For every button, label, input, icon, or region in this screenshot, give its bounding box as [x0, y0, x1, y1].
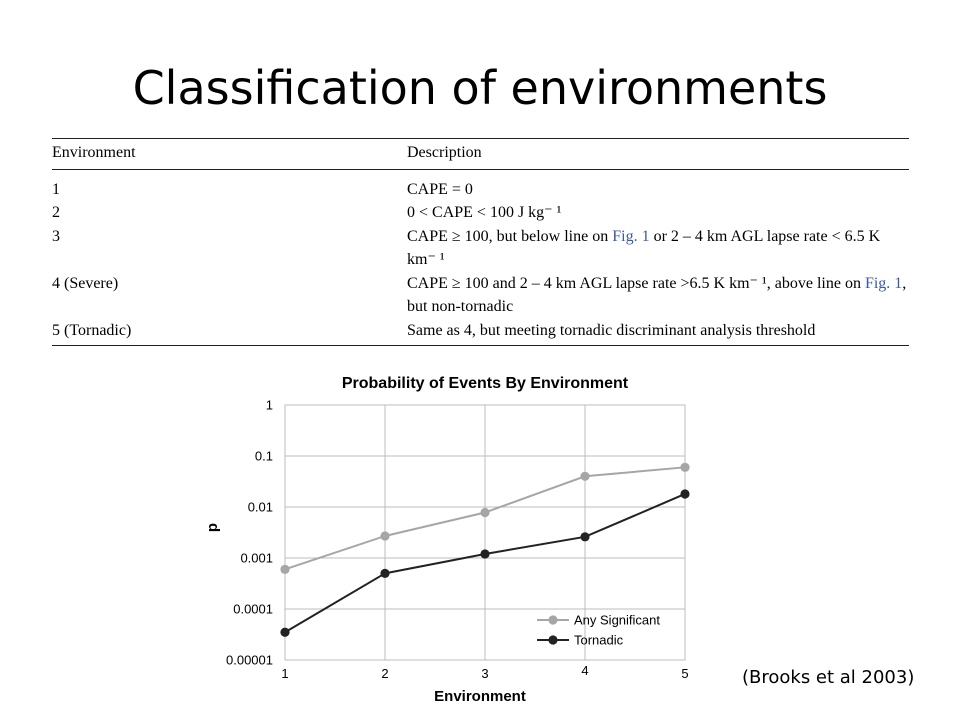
- table-header-row: [52, 139, 909, 170]
- data-point: [280, 565, 289, 574]
- y-tick-label: 0.00001: [226, 652, 273, 668]
- data-point: [480, 508, 489, 517]
- description-text: , but non-tornadic: [407, 274, 907, 315]
- y-tick-label: 0.0001: [233, 601, 273, 617]
- slide-title: Classification of environments: [132, 61, 828, 115]
- data-point: [380, 569, 389, 578]
- legend-marker: [548, 635, 557, 644]
- header-description: Description: [407, 139, 909, 170]
- figure-link[interactable]: Fig. 1: [612, 227, 650, 245]
- description-text: Same as 4, but meeting tornadic discriminant analysis threshold: [407, 321, 816, 339]
- legend-marker: [548, 615, 557, 624]
- data-point: [480, 549, 489, 558]
- chart-title: Probability of Events By Environment: [341, 375, 629, 392]
- legend-label: Tornadic: [574, 632, 624, 648]
- y-tick-label: 0.01: [247, 499, 273, 515]
- description-text: 0 < CAPE < 100 J kg⁻ ¹: [407, 204, 562, 221]
- x-tick-label: 5: [681, 666, 689, 681]
- table-row: [52, 272, 909, 319]
- environment-cell: 2: [52, 204, 60, 221]
- data-point: [680, 463, 689, 472]
- data-point: [580, 472, 589, 481]
- environment-cell: 1: [52, 180, 60, 198]
- description-text: CAPE = 0: [407, 180, 473, 198]
- y-tick-label: 0.1: [254, 448, 273, 464]
- x-tick-label: 1: [281, 666, 289, 681]
- description-cell: [407, 319, 909, 346]
- description-text: or 2 – 4 km AGL lapse rate < 6.5 K km⁻ ¹: [407, 227, 881, 268]
- description-text: CAPE ≥ 100, but below line on: [407, 227, 613, 245]
- table-row: [52, 225, 909, 272]
- figure-link[interactable]: Fig. 1: [864, 274, 903, 292]
- description-cell: [407, 201, 909, 225]
- description-cell: [407, 225, 909, 272]
- x-tick-label: 3: [481, 666, 489, 681]
- legend-label: Any Significant: [574, 612, 660, 628]
- description-cell: [407, 169, 909, 201]
- x-tick-label: 4: [581, 663, 589, 678]
- citation: (Brooks et al 2003): [742, 667, 915, 688]
- x-tick-label: 2: [381, 666, 389, 681]
- data-point: [380, 531, 389, 540]
- table-body: [52, 169, 909, 346]
- table-row: [52, 201, 909, 225]
- description-text: CAPE ≥ 100 and 2 – 4 km AGL lapse rate >6.5 K km⁻ ¹, above line on: [407, 274, 865, 292]
- description-cell: [407, 272, 909, 319]
- y-tick-label: 0.001: [240, 550, 273, 566]
- x-axis-label: Environment: [434, 688, 526, 705]
- header-environment: Environment: [52, 139, 407, 170]
- table-row: [52, 169, 909, 201]
- probability-chart: [195, 365, 695, 710]
- environment-cell: 3: [52, 227, 60, 245]
- y-axis-label: p: [204, 522, 221, 533]
- environment-table: [52, 138, 909, 346]
- table-row: [52, 319, 909, 346]
- data-point: [580, 532, 589, 541]
- y-tick-label: 1: [265, 397, 273, 413]
- data-point: [680, 489, 689, 498]
- environment-cell: 4 (Severe): [52, 274, 119, 292]
- environment-cell: 5 (Tornadic): [52, 319, 407, 346]
- data-point: [280, 628, 289, 637]
